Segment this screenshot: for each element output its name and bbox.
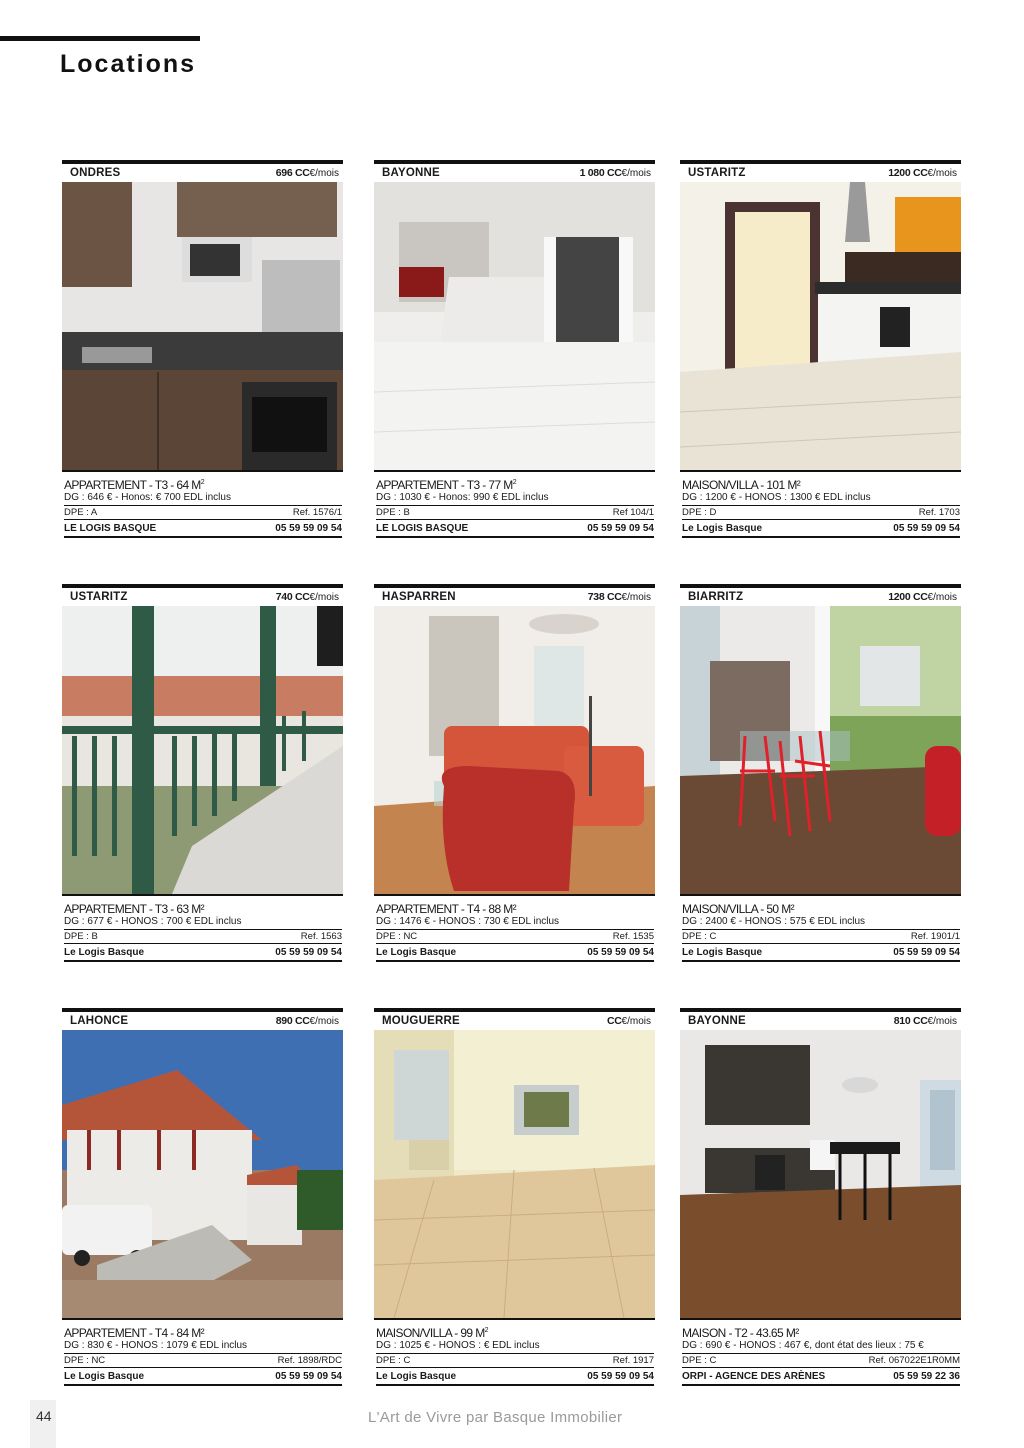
dpe-label: DPE : A: [64, 507, 98, 518]
property-type: [64, 1324, 342, 1340]
dpe-row: [682, 930, 960, 944]
price-value: 1 080 CC: [579, 167, 622, 179]
property-type: [376, 476, 654, 492]
living-room-photo: [374, 606, 655, 894]
page-title: Locations: [60, 50, 197, 78]
listing-price: [888, 167, 957, 179]
fees-text: DG : 690 € - HONOS : 467 €, dont état des lieux : 75 €: [682, 1340, 960, 1354]
superscript: 2: [484, 1327, 488, 1334]
agency-name: ORPI - AGENCE DES ARÈNES: [682, 1371, 826, 1382]
price-unit: €/mois: [927, 168, 957, 179]
price-unit: €/mois: [621, 592, 651, 603]
property-type-text: MAISON/VILLA - 101 M²: [682, 478, 801, 492]
property-type-text: MAISON - T2 - 43.65 M²: [682, 1326, 799, 1340]
agency-row: [64, 944, 342, 962]
price-value: 696 CC: [275, 167, 310, 179]
listing-photo[interactable]: [374, 606, 655, 896]
dpe-label: DPE : C: [682, 931, 717, 942]
price-unit: €/mois: [927, 1016, 957, 1027]
agency-phone[interactable]: 05 59 59 09 54: [275, 523, 342, 534]
fees-text: DG : 2400 € - HONOS : 575 € EDL inclus: [682, 916, 960, 930]
property-type: [376, 1324, 654, 1340]
listing-price: [276, 1015, 339, 1027]
kitchen-photo: [680, 182, 961, 470]
listing-header: [680, 160, 961, 182]
agency-row: [376, 1368, 654, 1386]
reference: Ref. 1898/RDC: [277, 1355, 342, 1366]
balcony-photo: [62, 606, 343, 894]
reference: Ref. 067022E1R0MM: [868, 1355, 960, 1366]
agency-phone[interactable]: 05 59 59 09 54: [275, 947, 342, 958]
agency-name: Le Logis Basque: [376, 1371, 457, 1382]
property-type-text: APPARTEMENT - T4 - 84 M²: [64, 1326, 205, 1340]
listing-header: [374, 1008, 655, 1030]
price-unit: €/mois: [927, 592, 957, 603]
property-type: [682, 900, 960, 916]
reference: Ref. 1563: [300, 931, 342, 942]
listing-header: [62, 584, 343, 606]
dpe-label: DPE : D: [682, 507, 717, 518]
listing-photo[interactable]: [62, 606, 343, 896]
reference: Ref. 1535: [612, 931, 654, 942]
price-unit: €/mois: [621, 1016, 651, 1027]
agency-name: Le Logis Basque: [682, 947, 763, 958]
listing-card[interactable]: [374, 160, 655, 538]
dpe-label: DPE : NC: [376, 931, 418, 942]
agency-name: LE LOGIS BASQUE: [64, 523, 157, 534]
listing-photo[interactable]: [680, 182, 961, 472]
property-type: [376, 900, 654, 916]
house-exterior-photo: [62, 1030, 343, 1318]
reference: Ref. 1917: [612, 1355, 654, 1366]
kitchen-photo: [62, 182, 343, 470]
property-type-text: APPARTEMENT - T3 - 63 M²: [64, 902, 205, 916]
dining-room-photo: [680, 606, 961, 894]
agency-row: [682, 1368, 960, 1386]
dpe-label: DPE : B: [64, 931, 98, 942]
agency-phone[interactable]: 05 59 59 09 54: [893, 947, 960, 958]
listing-city: HASPARREN: [382, 591, 456, 603]
price-unit: €/mois: [621, 168, 651, 179]
property-type-text: APPARTEMENT - T3 - 77 M: [376, 478, 513, 492]
fees-text: DG : 646 € - Honos: € 700 EDL inclus: [64, 492, 342, 506]
price-value: 740 CC: [275, 591, 310, 603]
agency-row: [682, 520, 960, 538]
listing-header: [680, 1008, 961, 1030]
listing-card[interactable]: [62, 584, 343, 962]
price-value: 810 CC: [893, 1015, 928, 1027]
listing-price: [894, 1015, 957, 1027]
listing-city: MOUGUERRE: [382, 1015, 460, 1027]
listing-card[interactable]: [62, 1008, 343, 1386]
listing-city: USTARITZ: [70, 591, 128, 603]
agency-row: [64, 1368, 342, 1386]
listing-city: ONDRES: [70, 167, 121, 179]
listing-photo[interactable]: [680, 606, 961, 896]
superscript: 2: [200, 479, 204, 486]
property-type: [682, 1324, 960, 1340]
listing-header: [374, 160, 655, 182]
price-value: 1200 CC: [888, 167, 928, 179]
agency-row: [376, 944, 654, 962]
fees-text: DG : 1030 € - Honos: 990 € EDL inclus: [376, 492, 654, 506]
listing-header: [62, 1008, 343, 1030]
agency-phone[interactable]: 05 59 59 22 36: [893, 1371, 960, 1382]
dpe-row: [376, 1354, 654, 1368]
reference: Ref. 1901/1: [910, 931, 960, 942]
listing-price: [588, 591, 651, 603]
price-unit: €/mois: [309, 592, 339, 603]
superscript: 2: [512, 479, 516, 486]
header-rule: [0, 36, 200, 41]
listing-photo[interactable]: [62, 182, 343, 472]
listing-card[interactable]: [680, 160, 961, 538]
price-unit: €/mois: [309, 1016, 339, 1027]
listing-city: BAYONNE: [688, 1015, 746, 1027]
price-value: 890 CC: [275, 1015, 310, 1027]
property-type-text: APPARTEMENT - T4 - 88 M²: [376, 902, 517, 916]
listing-price: [276, 591, 339, 603]
agency-name: Le Logis Basque: [64, 1371, 145, 1382]
fees-text: DG : 1476 € - HONOS : 730 € EDL inclus: [376, 916, 654, 930]
listing-header: [62, 160, 343, 182]
fees-text: DG : 830 € - HONOS : 1079 € EDL inclus: [64, 1340, 342, 1354]
listing-photo[interactable]: [680, 1030, 961, 1320]
reference: Ref 104/1: [612, 507, 654, 518]
agency-name: Le Logis Basque: [64, 947, 145, 958]
empty-room-photo: [374, 1030, 655, 1318]
listing-header: [680, 584, 961, 606]
property-type: [64, 900, 342, 916]
agency-name: Le Logis Basque: [376, 947, 457, 958]
property-type-text: MAISON/VILLA - 50 M²: [682, 902, 795, 916]
dpe-row: [64, 930, 342, 944]
dpe-row: [376, 506, 654, 520]
price-unit: €/mois: [309, 168, 339, 179]
listing-price: [580, 167, 651, 179]
dpe-label: DPE : B: [376, 507, 410, 518]
fees-text: DG : 1025 € - HONOS : € EDL inclus: [376, 1340, 654, 1354]
agency-name: Le Logis Basque: [682, 523, 763, 534]
living-room-photo: [374, 182, 655, 470]
dpe-row: [64, 1354, 342, 1368]
agency-phone[interactable]: 05 59 59 09 54: [587, 1371, 654, 1382]
agency-row: [682, 944, 960, 962]
price-value: 1200 CC: [888, 591, 928, 603]
listing-card[interactable]: [680, 584, 961, 962]
property-type-text: APPARTEMENT - T3 - 64 M: [64, 478, 201, 492]
reference: Ref. 1703: [918, 507, 960, 518]
agency-name: LE LOGIS BASQUE: [376, 523, 469, 534]
listing-price: [276, 167, 339, 179]
property-type: [64, 476, 342, 492]
listing-city: LAHONCE: [70, 1015, 129, 1027]
listing-price: [607, 1015, 651, 1027]
property-type-text: MAISON/VILLA - 99 M: [376, 1326, 485, 1340]
dpe-row: [682, 506, 960, 520]
listing-card[interactable]: [374, 584, 655, 962]
price-value: CC: [606, 1015, 622, 1027]
dpe-label: DPE : C: [376, 1355, 411, 1366]
page-number: 44: [36, 1408, 52, 1424]
agency-phone[interactable]: 05 59 59 09 54: [275, 1371, 342, 1382]
price-value: 738 CC: [587, 591, 622, 603]
dpe-row: [682, 1354, 960, 1368]
reference: Ref. 1576/1: [292, 507, 342, 518]
listing-city: USTARITZ: [688, 167, 746, 179]
dpe-row: [64, 506, 342, 520]
dpe-label: DPE : NC: [64, 1355, 106, 1366]
agency-row: [64, 520, 342, 538]
listing-photo[interactable]: [374, 1030, 655, 1320]
fees-text: DG : 677 € - HONOS : 700 € EDL inclus: [64, 916, 342, 930]
footer-tagline: L'Art de Vivre par Basque Immobilier: [368, 1409, 623, 1426]
open-kitchen-photo: [680, 1030, 961, 1318]
agency-phone[interactable]: 05 59 59 09 54: [893, 523, 960, 534]
listing-card[interactable]: [374, 1008, 655, 1386]
agency-phone[interactable]: 05 59 59 09 54: [587, 523, 654, 534]
listing-photo[interactable]: [374, 182, 655, 472]
listing-city: BAYONNE: [382, 167, 440, 179]
dpe-label: DPE : C: [682, 1355, 717, 1366]
listing-card[interactable]: [62, 160, 343, 538]
fees-text: DG : 1200 € - HONOS : 1300 € EDL inclus: [682, 492, 960, 506]
agency-row: [376, 520, 654, 538]
property-type: [682, 476, 960, 492]
listing-header: [374, 584, 655, 606]
agency-phone[interactable]: 05 59 59 09 54: [587, 947, 654, 958]
listing-city: BIARRITZ: [688, 591, 744, 603]
listing-price: [888, 591, 957, 603]
listing-card[interactable]: [680, 1008, 961, 1386]
listing-photo[interactable]: [62, 1030, 343, 1320]
dpe-row: [376, 930, 654, 944]
